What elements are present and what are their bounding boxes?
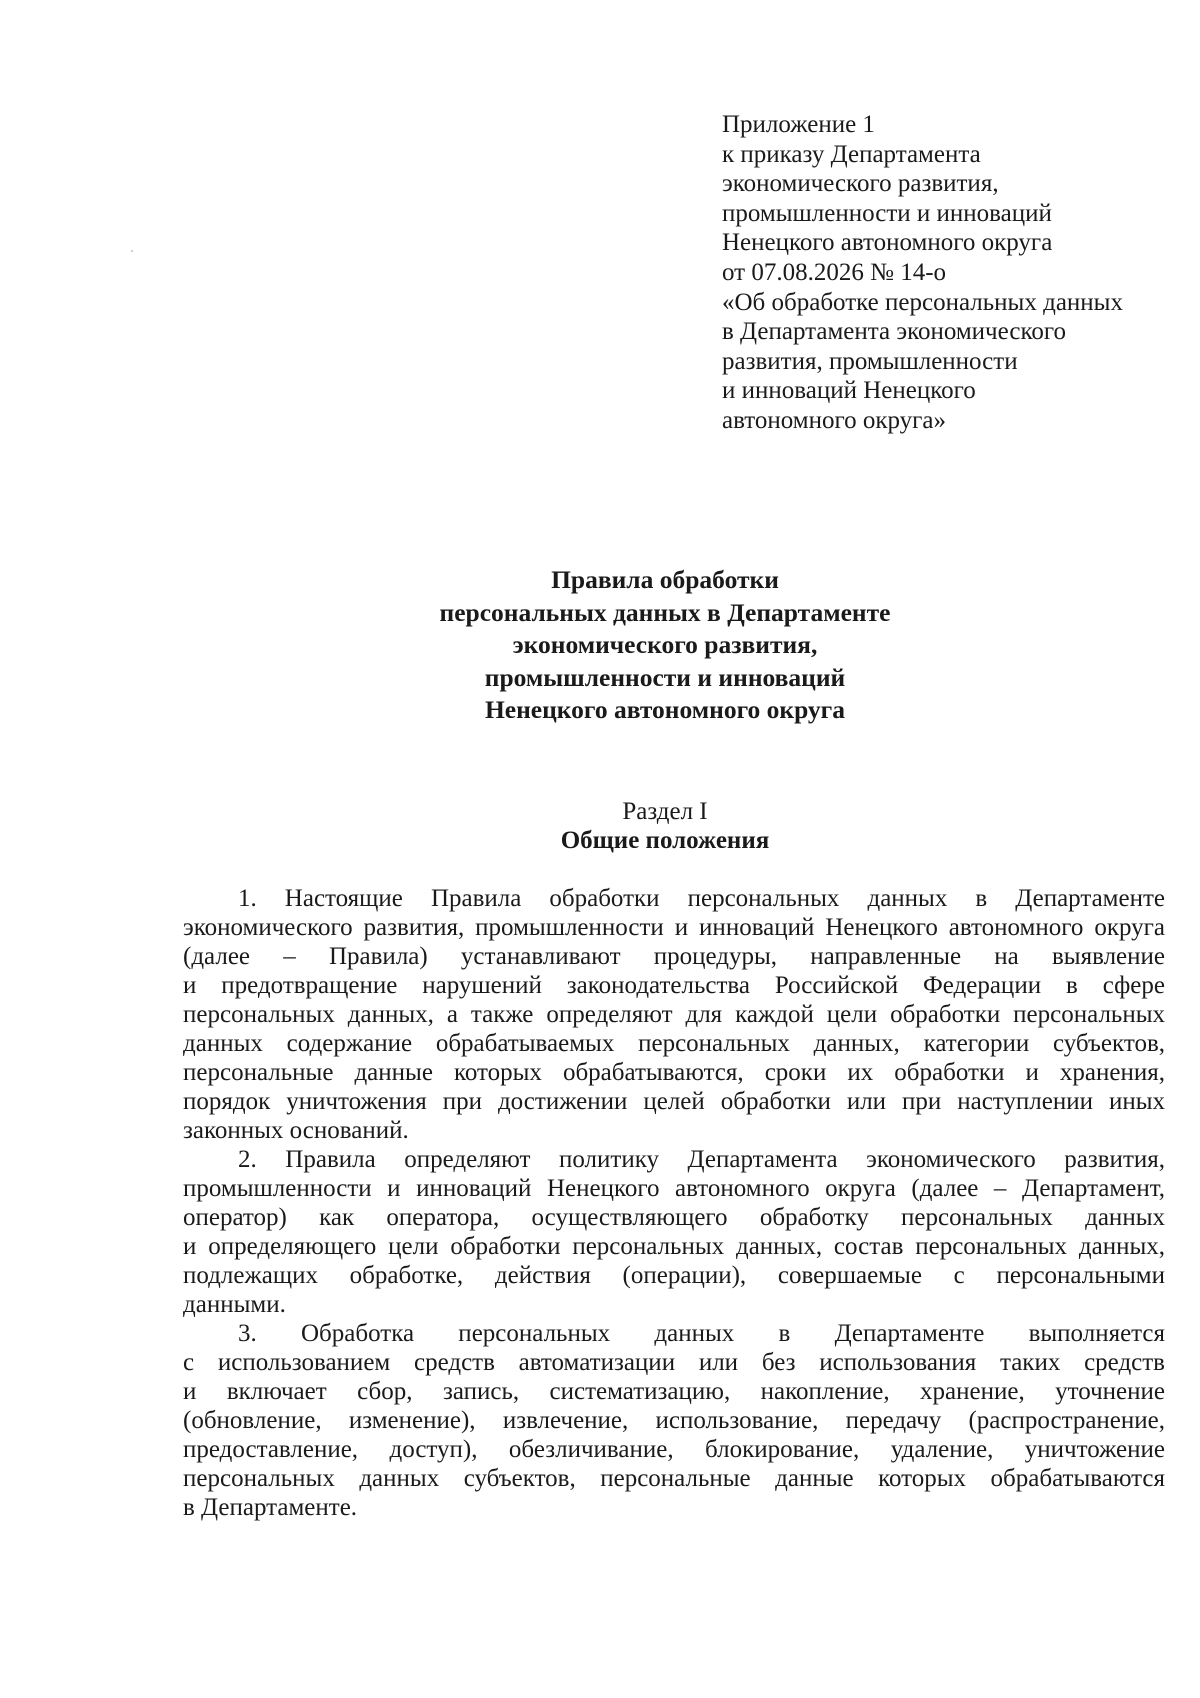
paragraph-line: и предотвращение нарушений законодательства Российской Федерации в сфере [183, 972, 1165, 999]
appendix-line: Ненецкого автономного округа [722, 229, 1053, 257]
appendix-line: к приказу Департамента [722, 140, 981, 168]
paragraph-line: 3. Обработка персональных данных в Департаменте выполняется [238, 1320, 1165, 1347]
appendix-line: промышленности и инноваций [722, 199, 1052, 227]
paragraph-line: промышленности и инноваций Ненецкого автономного округа (далее – Департамент, [183, 1175, 1165, 1202]
paragraph-3 [183, 1319, 1165, 1522]
title-line: промышленности и инноваций [484, 662, 846, 692]
scan-speck [131, 250, 133, 252]
paragraph-line: предоставление, доступ), обезличивание, блокирование, удаление, уничтожение [183, 1436, 1165, 1463]
paragraph-line: (обновление, изменение), извлечение, использование, передачу (распространение, [183, 1407, 1165, 1434]
paragraph-line: и определяющего цели обработки персональных данных, состав персональных данных, [183, 1233, 1165, 1260]
paragraph-line: и включает сбор, запись, систематизацию, накопление, хранение, уточнение [183, 1378, 1165, 1405]
appendix-line: и инноваций Ненецкого [722, 377, 976, 405]
paragraph-line: 2. Правила определяют политику Департамента экономического развития, [238, 1146, 1165, 1173]
appendix-line: Приложение 1 [722, 111, 875, 138]
title-line: экономического развития, [512, 630, 818, 659]
appendix-line: автономного округа» [722, 406, 947, 434]
document-title [170, 564, 1160, 727]
paragraph-line: в Департаменте. [183, 1494, 358, 1521]
appendix-line: «Об обработке персональных данных [722, 288, 1123, 316]
appendix-line: от 07.08.2026 № 14-о [722, 258, 947, 286]
section-name: Общие положения [560, 827, 770, 854]
section-number: Раздел I [622, 798, 708, 825]
appendix-line: развития, промышленности [722, 347, 1018, 375]
title-line: Правила обработки [551, 565, 779, 594]
paragraph-line: персональных данных, а также определяют для каждой цели обработки персональных [183, 1001, 1165, 1028]
paragraph-line: 1. Настоящие Правила обработки персональных данных в Департаменте [238, 885, 1165, 912]
document-body [183, 884, 1165, 1522]
paragraph-line: с использованием средств автоматизации или без использования таких средств [183, 1349, 1165, 1376]
appendix-header [722, 110, 1182, 436]
paragraph-line: данными. [183, 1291, 286, 1318]
appendix-line: в Департамента экономического [722, 318, 1066, 346]
paragraph-line: оператор) как оператора, осуществляющего обработку персональных данных [183, 1204, 1165, 1231]
title-line: персональных данных в Департаменте [439, 597, 891, 627]
paragraph-line: подлежащих обработке, действия (операции), совершаемые с персональными [183, 1262, 1165, 1289]
title-line: Ненецкого автономного округа [484, 695, 846, 724]
appendix-line: экономического развития, [722, 170, 999, 198]
paragraph-line: данных содержание обрабатываемых персональных данных, категории субъектов, [183, 1030, 1165, 1057]
section-heading [170, 797, 1160, 855]
paragraph-1 [183, 884, 1165, 1145]
paragraph-line: законных оснований. [183, 1117, 409, 1144]
paragraph-line: (далее – Правила) устанавливают процедуры, направленные на выявление [183, 943, 1165, 970]
paragraph-2 [183, 1145, 1165, 1319]
paragraph-line: персональных данных субъектов, персональные данные которых обрабатываются [183, 1465, 1165, 1492]
paragraph-line: порядок уничтожения при достижении целей обработки или при наступлении иных [183, 1088, 1165, 1115]
paragraph-line: экономического развития, промышленности и инноваций Ненецкого автономного округа [183, 914, 1165, 941]
paragraph-line: персональные данные которых обрабатываются, сроки их обработки и хранения, [183, 1059, 1165, 1086]
